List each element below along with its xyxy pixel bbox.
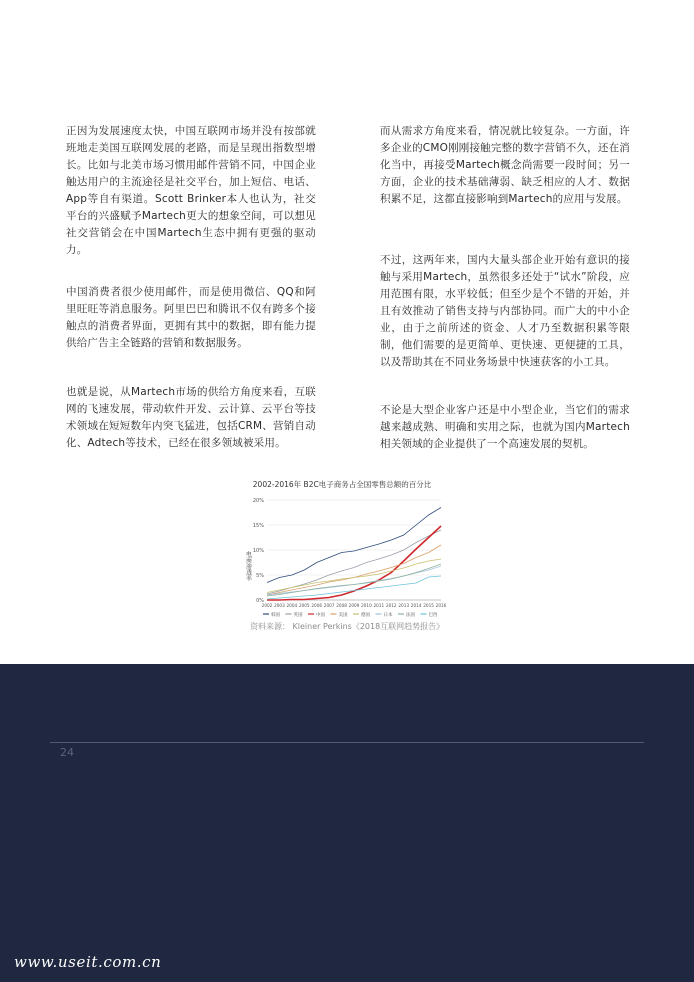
right-column-2: [380, 252, 630, 371]
paragraph: 也就是说，从Martech市场的供给方角度来看，互联网的飞速发展，带动软件开发、云计算、云平台等技术领域在短短数年内突飞猛进，包括CRM、营销自动化、Adtech等技术，已经在很多领域被采用。: [66, 386, 316, 449]
right-column: [380, 123, 630, 208]
legend-entry: 美国: [338, 613, 348, 618]
x-tick-label: 2004: [286, 603, 298, 608]
legend-entry: 法国: [406, 613, 415, 618]
y-tick-label: 5%: [256, 573, 264, 579]
paragraph: 而从需求方角度来看，情况就比较复杂。一方面，许多企业的CMO刚刚接触完整的数字营销不久，还在消化当中，再接受Martech概念尚需要一段时间；另一方面，企业的技术基础薄弱、缺乏相应的人才、数据积累不足，这都直接影响到Martech的应用与发展。: [380, 125, 630, 205]
chart-grid: [253, 498, 441, 604]
x-tick-label: 2013: [398, 603, 410, 608]
x-tick-label: 2011: [373, 603, 385, 608]
x-axis-ticks: [262, 603, 447, 608]
y-tick-label: 15%: [252, 523, 264, 529]
watermark: www.useit.com.cn: [14, 953, 162, 971]
paragraph: 不过，这两年来，国内大量头部企业开始有意识的接触与采用Martech，虽然很多还处于“试水”阶段，应用范围有限，水平较低；但至少是个不错的开始，并且有效推动了销售支持与内部协同。而广大的中小企业，由于之前所述的资金、人才乃至数据积累等限制，他们需要的是更简单、更快速、更便捷的工具，以及帮助其在不同业务场景中快速获客的小工具。: [380, 254, 630, 368]
legend-entry: 德国: [361, 613, 370, 618]
x-tick-label: 2014: [410, 603, 422, 608]
y-axis-label: 电商渗透率: [244, 551, 252, 581]
series-line-中国: [267, 526, 441, 600]
chart-source: 资料来源： Kleiner Perkins《2018互联网趋势报告》: [250, 622, 445, 631]
footer-divider: [50, 742, 644, 743]
x-tick-label: 2003: [274, 603, 285, 608]
x-tick-label: 2002: [261, 603, 273, 608]
legend-entry: 巴西: [428, 613, 438, 618]
x-tick-label: 2009: [348, 603, 360, 608]
right-column-3: [380, 402, 630, 453]
ecommerce-chart: [237, 476, 447, 626]
x-tick-label: 2008: [336, 603, 347, 608]
x-tick-label: 2012: [385, 603, 397, 608]
left-column-3: [66, 384, 316, 452]
chart-series: [267, 508, 441, 601]
paragraph: 不论是大型企业客户还是中小型企业，当它们的需求越来越成熟、明确和实用之际，也就为国内Martech相关领域的企业提供了一个高速发展的契机。: [380, 404, 630, 450]
series-line-德国: [267, 559, 441, 593]
series-line-韩国: [267, 508, 441, 583]
y-tick-label: 0%: [256, 598, 264, 604]
chart-legend: [263, 611, 438, 618]
x-tick-label: 2005: [298, 603, 310, 608]
paragraph: 中国消费者很少使用邮件，而是使用微信、QQ和阿里旺旺等消息服务。阿里巴巴和腾讯不仅有跨多个接触点的消费者界面，更拥有其中的数据，即有能力提供给广告主全链路的营销和数据服务。: [66, 286, 316, 349]
y-tick-label: 10%: [252, 548, 264, 554]
chart-title: 2002-2016年 B2C电子商务占全国零售总额的百分比: [252, 480, 432, 489]
x-tick-label: 2016: [435, 603, 447, 608]
left-column: [66, 123, 316, 259]
x-tick-label: 2015: [423, 603, 434, 608]
legend-entry: 中国: [316, 613, 325, 618]
x-tick-label: 2010: [361, 603, 372, 608]
legend-entry: 日本: [383, 613, 393, 618]
legend-entry: 韩国: [271, 613, 280, 618]
left-column-2: [66, 284, 316, 352]
x-tick-label: 2007: [323, 603, 335, 608]
chart-svg: [237, 476, 447, 626]
footer-band: [0, 664, 694, 982]
paragraph: 正因为发展速度太快，中国互联网市场并没有按部就班地走美国互联网发展的老路，而是呈现出指数型增长。比如与北美市场习惯用邮件营销不同，中国企业触达用户的主流途径是社交平台，加上短信、电话、App等自有渠道。Scott Brinker本人也认为，社交平台的兴盛赋予Martech更大的想象空间，可以想见社交营销会在中国Martech生态中拥有更强的驱动力。: [66, 125, 316, 256]
x-tick-label: 2006: [311, 603, 323, 608]
y-tick-label: 20%: [252, 498, 264, 504]
page-number: 24: [60, 746, 74, 759]
legend-entry: 英国: [293, 613, 303, 618]
